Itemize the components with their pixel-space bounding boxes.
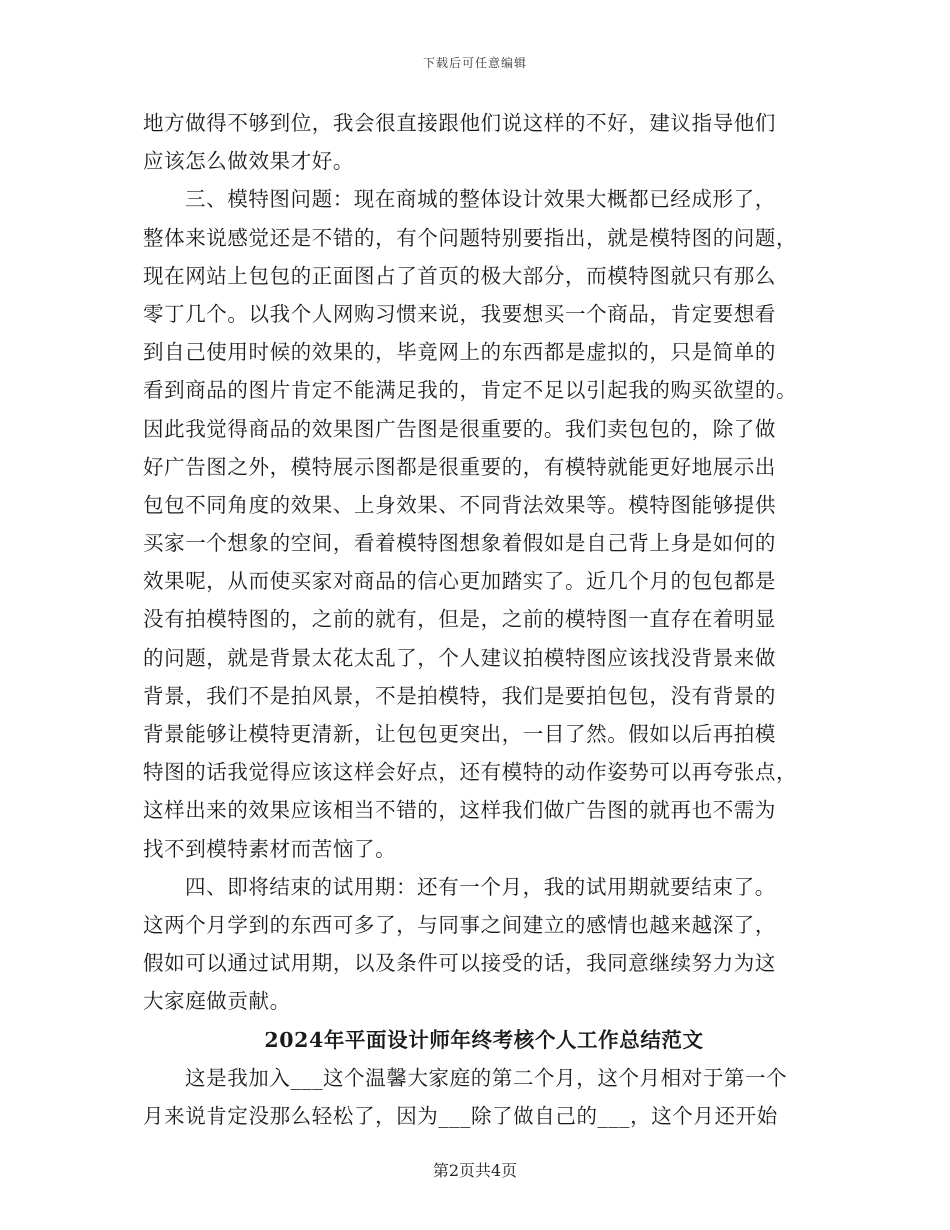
paragraph-line: 这是我加入___这个温馨大家庭的第二个月，这个月相对于第一个 <box>185 1065 788 1090</box>
section-four-heading-line: 四、即将结束的试用期：还有一个月，我的试用期就要结束了。 <box>185 874 776 899</box>
paragraph-line: 假如可以通过试用期，以及条件可以接受的话，我同意继续努力为这 <box>143 951 776 976</box>
paragraph-line: 的问题，就是背景太花太乱了，个人建议拍模特图应该找没背景来做 <box>143 645 776 670</box>
paragraph-line: 这两个月学到的东西可多了，与同事之间建立的感情也越来越深了， <box>143 912 776 937</box>
paragraph-line: 特图的话我觉得应该这样会好点，还有模特的动作姿势可以再夸张点， <box>143 760 798 785</box>
paragraph-line: 看到商品的图片肯定不能满足我的，肯定不足以引起我的购买欲望的。 <box>143 378 798 403</box>
paragraph-line: 大家庭做贡献。 <box>143 989 291 1014</box>
paragraph-line: 整体来说感觉还是不错的，有个问题特别要指出，就是模特图的问题， <box>143 225 798 250</box>
header-note: 下载后可任意编辑 <box>422 56 527 70</box>
paragraph-line: 背景，我们不是拍风景，不是拍模特，我们是要拍包包，没有背景的 <box>143 683 776 708</box>
paragraph-line: 没有拍模特图的，之前的就有，但是，之前的模特图一直存在着明显 <box>143 607 776 632</box>
paragraph-line: 这样出来的效果应该相当不错的，这样我们做广告图的就再也不需为 <box>143 798 776 823</box>
paragraph-line: 买家一个想象的空间，看着模特图想象着假如是自己背上身是如何的 <box>143 531 776 556</box>
paragraph-line: 好广告图之外，模特展示图都是很重要的，有模特就能更好地展示出 <box>143 454 776 479</box>
paragraph-line: 月来说肯定没那么轻松了，因为___除了做自己的___，这个月还开始 <box>143 1103 778 1128</box>
paragraph-line: 效果呢，从而使买家对商品的信心更加踏实了。近几个月的包包都是 <box>143 569 776 594</box>
paragraph-line: 背景能够让模特更清新，让包包更突出，一目了然。假如以后再拍模 <box>143 722 776 746</box>
document-title: 2024年平面设计师年终考核个人工作总结范文 <box>264 1027 704 1052</box>
page-number-footer: 第2页共4页 <box>432 1161 518 1180</box>
paragraph-line: 零丁几个。以我个人网购习惯来说，我要想买一个商品，肯定要想看 <box>143 301 776 326</box>
paragraph-line: 到自己使用时候的效果的，毕竟网上的东西都是虚拟的，只是简单的 <box>143 340 776 365</box>
paragraph-line: 找不到模特素材而苦恼了。 <box>143 836 397 861</box>
section-three-heading-line: 三、模特图问题：现在商城的整体设计效果大概都已经成形了， <box>185 187 776 212</box>
paragraph-line: 包包不同角度的效果、上身效果、不同背法效果等。模特图能够提供 <box>143 492 776 517</box>
paragraph-line: 因此我觉得商品的效果图广告图是很重要的。我们卖包包的，除了做 <box>143 416 776 441</box>
paragraph-line: 地方做得不够到位，我会很直接跟他们说这样的不好，建议指导他们 <box>143 111 776 135</box>
paragraph-line: 应该怎么做效果才好。 <box>143 149 354 174</box>
paragraph-line: 现在网站上包包的正面图占了首页的极大部分，而模特图就只有那么 <box>143 263 776 288</box>
document-body <box>143 104 803 1135</box>
